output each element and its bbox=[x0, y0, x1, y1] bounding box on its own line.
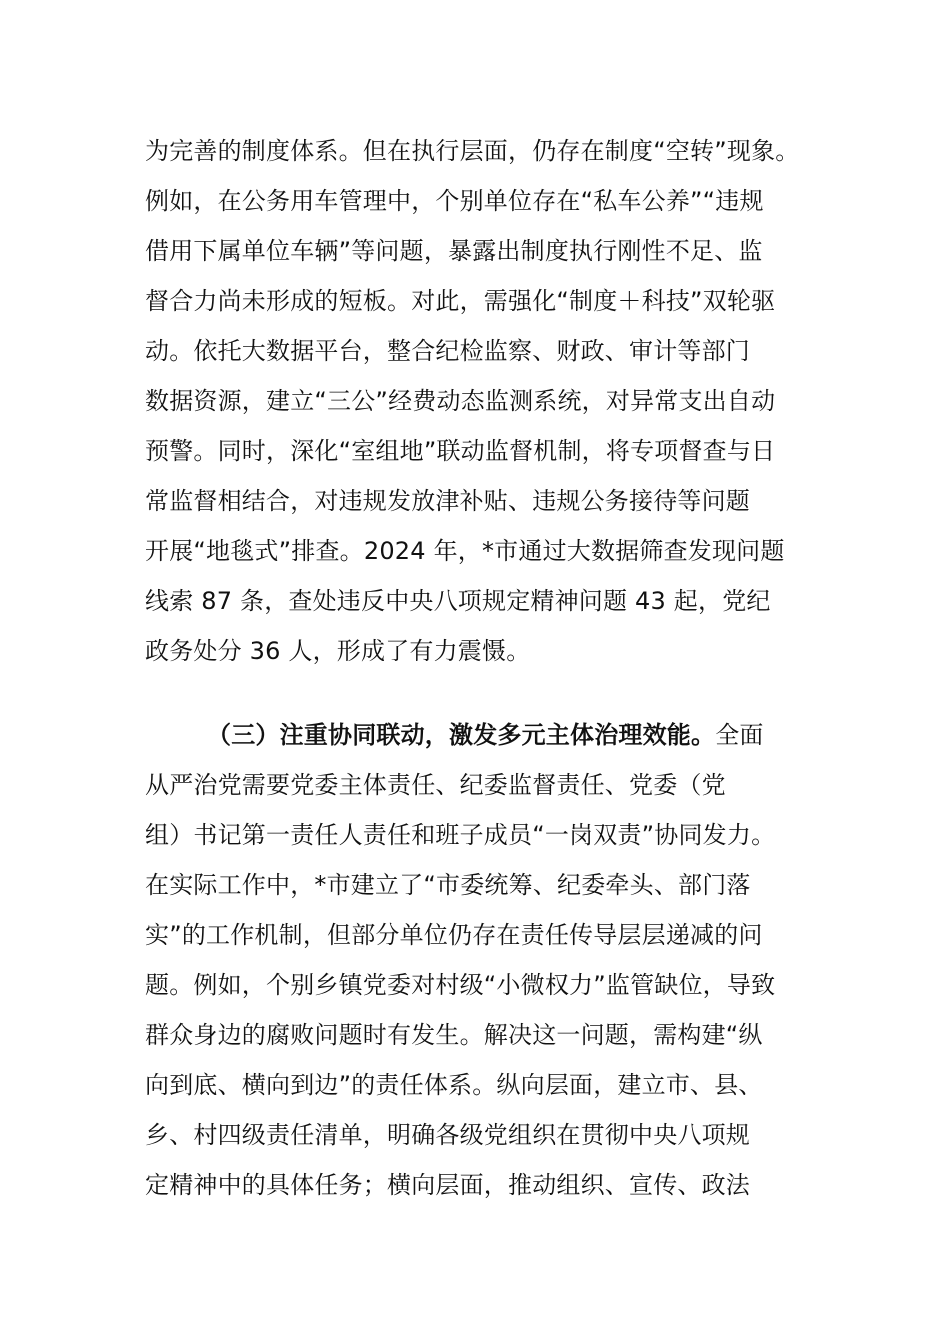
text-line: 政务处分 36 人，形成了有力震慑。 bbox=[145, 637, 531, 665]
text-line: 群众身边的腐败问题时有发生。解决这一问题，需构建“纵 bbox=[145, 1021, 763, 1049]
text-line: 例如，在公务用车管理中，个别单位存在“私车公养”“违规 bbox=[145, 187, 764, 215]
text-line: 数据资源，建立“三公”经费动态监测系统，对异常支出自动 bbox=[145, 387, 776, 415]
text-line: 借用下属单位车辆”等问题，暴露出制度执行刚性不足、监 bbox=[145, 237, 763, 265]
text-line: 开展“地毯式”排查。2024 年，*市通过大数据筛查发现问题 bbox=[145, 537, 785, 565]
section-heading-line bbox=[145, 710, 764, 760]
text-line: 乡、村四级责任清单，明确各级党组织在贯彻中央八项规 bbox=[145, 1121, 750, 1149]
text-line: 题。例如，个别乡镇党委对村级“小微权力”监管缺位，导致 bbox=[145, 971, 776, 999]
text-line: 为完善的制度体系。但在执行层面，仍存在制度“空转”现象。 bbox=[145, 137, 800, 165]
text-line: 组）书记第一责任人责任和班子成员“一岗双责”协同发力。 bbox=[145, 821, 776, 849]
text-line: 向到底、横向到边”的责任体系。纵向层面，建立市、县、 bbox=[145, 1071, 763, 1099]
text-line: 线索 87 条，查处违反中央八项规定精神问题 43 起，党纪 bbox=[145, 587, 771, 615]
heading-continuation: 全面 bbox=[715, 721, 764, 749]
text-line: 实”的工作机制，但部分单位仍存在责任传导层层递减的问 bbox=[145, 921, 763, 949]
text-line: 动。依托大数据平台，整合纪检监察、财政、审计等部门 bbox=[145, 337, 750, 365]
text-line: 在实际工作中，*市建立了“市委统筹、纪委牵头、部门落 bbox=[145, 871, 751, 899]
text-line: 督合力尚未形成的短板。对此，需强化“制度＋科技”双轮驱 bbox=[145, 287, 776, 315]
section-heading: （三）注重协同联动，激发多元主体治理效能。 bbox=[207, 721, 716, 749]
text-line: 常监督相结合，对违规发放津补贴、违规公务接待等问题 bbox=[145, 487, 750, 515]
text-line: 预警。同时，深化“室组地”联动监督机制，将专项督查与日 bbox=[145, 437, 776, 465]
text-line: 从严治党需要党委主体责任、纪委监督责任、党委（党 bbox=[145, 771, 726, 799]
text-line: 定精神中的具体任务；横向层面，推动组织、宣传、政法 bbox=[145, 1171, 750, 1199]
